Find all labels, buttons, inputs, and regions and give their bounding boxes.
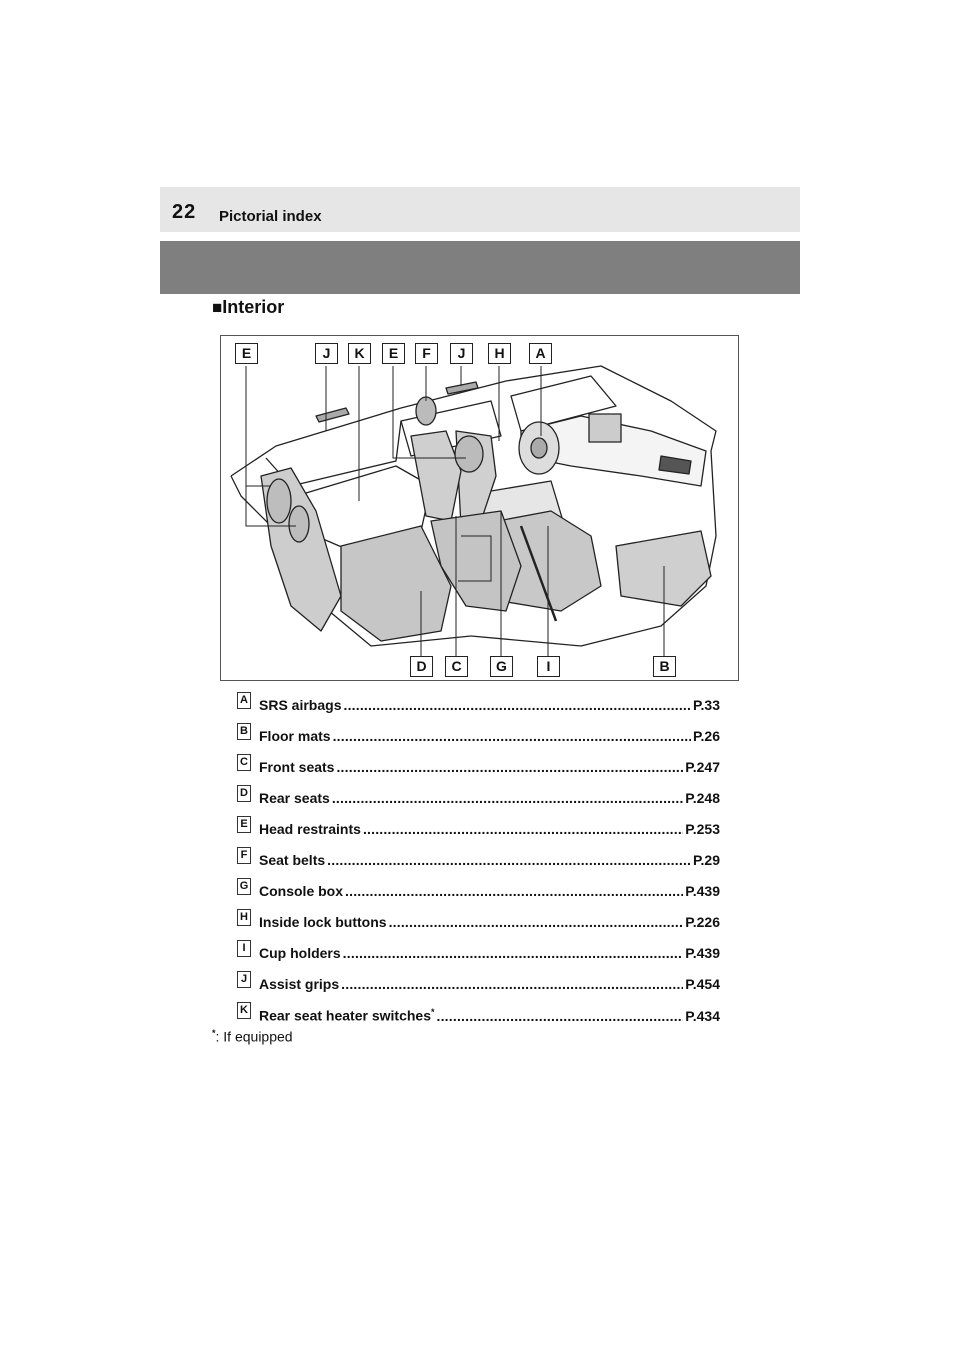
callout-top-2: J	[315, 343, 338, 364]
list-item	[237, 847, 727, 878]
section-heading	[212, 297, 284, 318]
title-band	[160, 241, 800, 294]
footnote-mark: *	[212, 1028, 216, 1038]
item-page-link[interactable]: P.439	[685, 883, 720, 899]
item-letter: I	[237, 940, 251, 957]
item-label: Assist grips	[259, 976, 340, 992]
heading-title: Interior	[222, 297, 285, 317]
list-item	[237, 754, 727, 785]
item-page-link[interactable]: P.253	[685, 821, 720, 837]
list-item	[237, 785, 727, 816]
item-page-link[interactable]: P.248	[685, 790, 720, 806]
item-label: Cup holders	[259, 945, 341, 961]
item-label: Front seats	[259, 759, 335, 775]
item-letter: F	[237, 847, 251, 864]
footnote	[212, 1028, 293, 1045]
item-page-link[interactable]: P.454	[685, 976, 720, 992]
callout-top-8: A	[529, 343, 552, 364]
item-letter: G	[237, 878, 251, 895]
car-interior-drawing	[221, 336, 740, 682]
item-label: Console box	[259, 883, 344, 899]
item-page-link[interactable]: P.226	[685, 914, 720, 930]
callout-bottom-2: C	[445, 656, 468, 677]
footnote-text: : If equipped	[215, 1028, 293, 1045]
item-page-link[interactable]: P.247	[685, 759, 720, 775]
item-page-link[interactable]: P.434	[685, 1007, 720, 1024]
callout-top-5: F	[415, 343, 438, 364]
heading-marker: ■	[212, 298, 223, 317]
footnote-marker: *	[430, 1007, 435, 1017]
item-letter: J	[237, 971, 251, 988]
index-list	[237, 692, 727, 1033]
item-letter: K	[237, 1002, 251, 1019]
callout-bottom-5: B	[653, 656, 676, 677]
callout-top-6: J	[450, 343, 473, 364]
item-letter: D	[237, 785, 251, 802]
list-item	[237, 723, 727, 754]
item-letter: A	[237, 692, 251, 709]
callout-bottom-4: I	[537, 656, 560, 677]
item-label: Seat belts	[259, 852, 326, 868]
list-item	[237, 816, 727, 847]
item-label: Rear seat heater switches	[259, 1007, 431, 1024]
page-number: 22	[172, 201, 197, 223]
callout-top-1: E	[235, 343, 258, 364]
item-label: Head restraints	[259, 821, 361, 837]
item-label: SRS airbags	[259, 697, 342, 713]
list-item	[237, 940, 727, 971]
callout-top-3: K	[348, 343, 371, 364]
item-label: Rear seats	[259, 790, 330, 806]
interior-illustration	[220, 335, 739, 681]
callout-top-7: H	[488, 343, 511, 364]
item-letter: C	[237, 754, 251, 771]
list-item	[237, 692, 727, 723]
callout-bottom-3: G	[490, 656, 513, 677]
list-item	[237, 971, 727, 1002]
section-title: Pictorial index	[219, 208, 322, 225]
item-page-link[interactable]: P.439	[685, 945, 720, 961]
list-item	[237, 1002, 727, 1033]
item-page-link[interactable]: P.33	[693, 697, 720, 713]
item-letter: H	[237, 909, 251, 926]
item-letter: B	[237, 723, 251, 740]
callout-top-4: E	[382, 343, 405, 364]
callout-bottom-1: D	[410, 656, 433, 677]
list-item	[237, 909, 727, 940]
item-letter: E	[237, 816, 251, 833]
list-item	[237, 878, 727, 909]
item-label: Inside lock buttons	[259, 914, 387, 930]
item-page-link[interactable]: P.29	[693, 852, 720, 868]
item-page-link[interactable]: P.26	[693, 728, 720, 744]
item-label: Floor mats	[259, 728, 331, 744]
